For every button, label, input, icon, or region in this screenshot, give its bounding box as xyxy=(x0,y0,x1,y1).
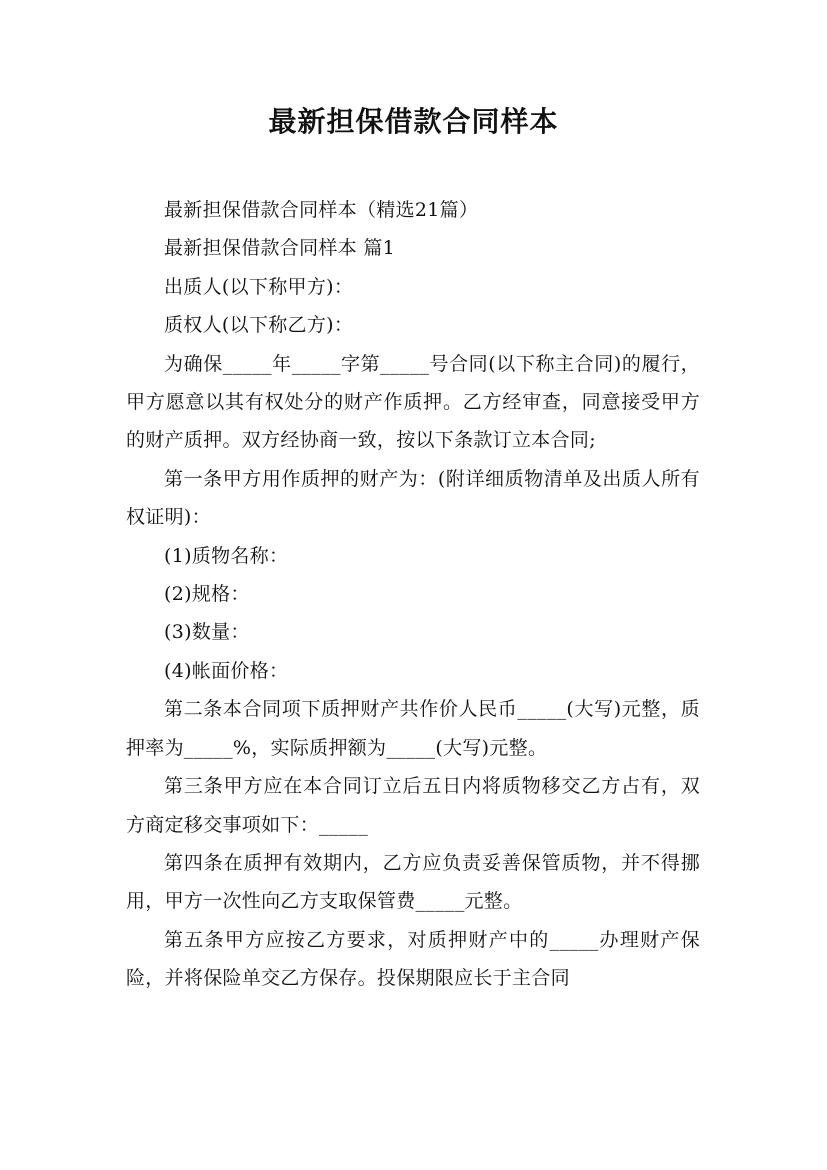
paragraph-preamble: 为确保_____年_____字第_____号合同(以下称主合同)的履行，甲方愿意以其有权处分的财产作质押。乙方经审查，同意接受甲方的财产质押。双方经协商一致，按以下条款订立本合同; xyxy=(126,352,700,452)
document-body xyxy=(126,191,700,998)
paragraph-pledgee: 质权人(以下称乙方)： xyxy=(164,314,354,337)
paragraph-article-2: 第二条本合同项下质押财产共作价人民币_____(大写)元整，质押率为_____%，实际质押额为_____(大写)元整。 xyxy=(126,698,700,759)
paragraph-item-book-value: (4)帐面价格： xyxy=(164,659,289,682)
paragraph-item-spec: (2)规格： xyxy=(164,583,250,606)
paragraph-subtitle: 最新担保借款合同样本（精选21篇） xyxy=(164,199,479,221)
paragraph-article-3: 第三条甲方应在本合同订立后五日内将质物移交乙方占有，双方商定移交事项如下：_____ xyxy=(126,775,700,836)
document-title: 最新担保借款合同样本 xyxy=(268,105,559,138)
paragraph-section-heading: 最新担保借款合同样本 篇1 xyxy=(164,237,396,260)
paragraph-article-4: 第四条在质押有效期内，乙方应负责妥善保管质物，并不得挪用，甲方一次性向乙方支取保管费_____元整。 xyxy=(126,851,700,913)
paragraph-item-name: (1)质物名称： xyxy=(164,544,289,567)
paragraph-item-quantity: (3)数量： xyxy=(164,621,250,644)
paragraph-article-5: 第五条甲方应按乙方要求，对质押财产中的_____办理财产保险，并将保险单交乙方保存。投保期限应长于主合同 xyxy=(126,928,700,990)
paragraph-pledgor: 出质人(以下称甲方)： xyxy=(164,275,354,298)
paragraph-article-1: 第一条甲方用作质押的财产为：(附详细质物清单及出质人所有权证明)： xyxy=(126,467,700,529)
